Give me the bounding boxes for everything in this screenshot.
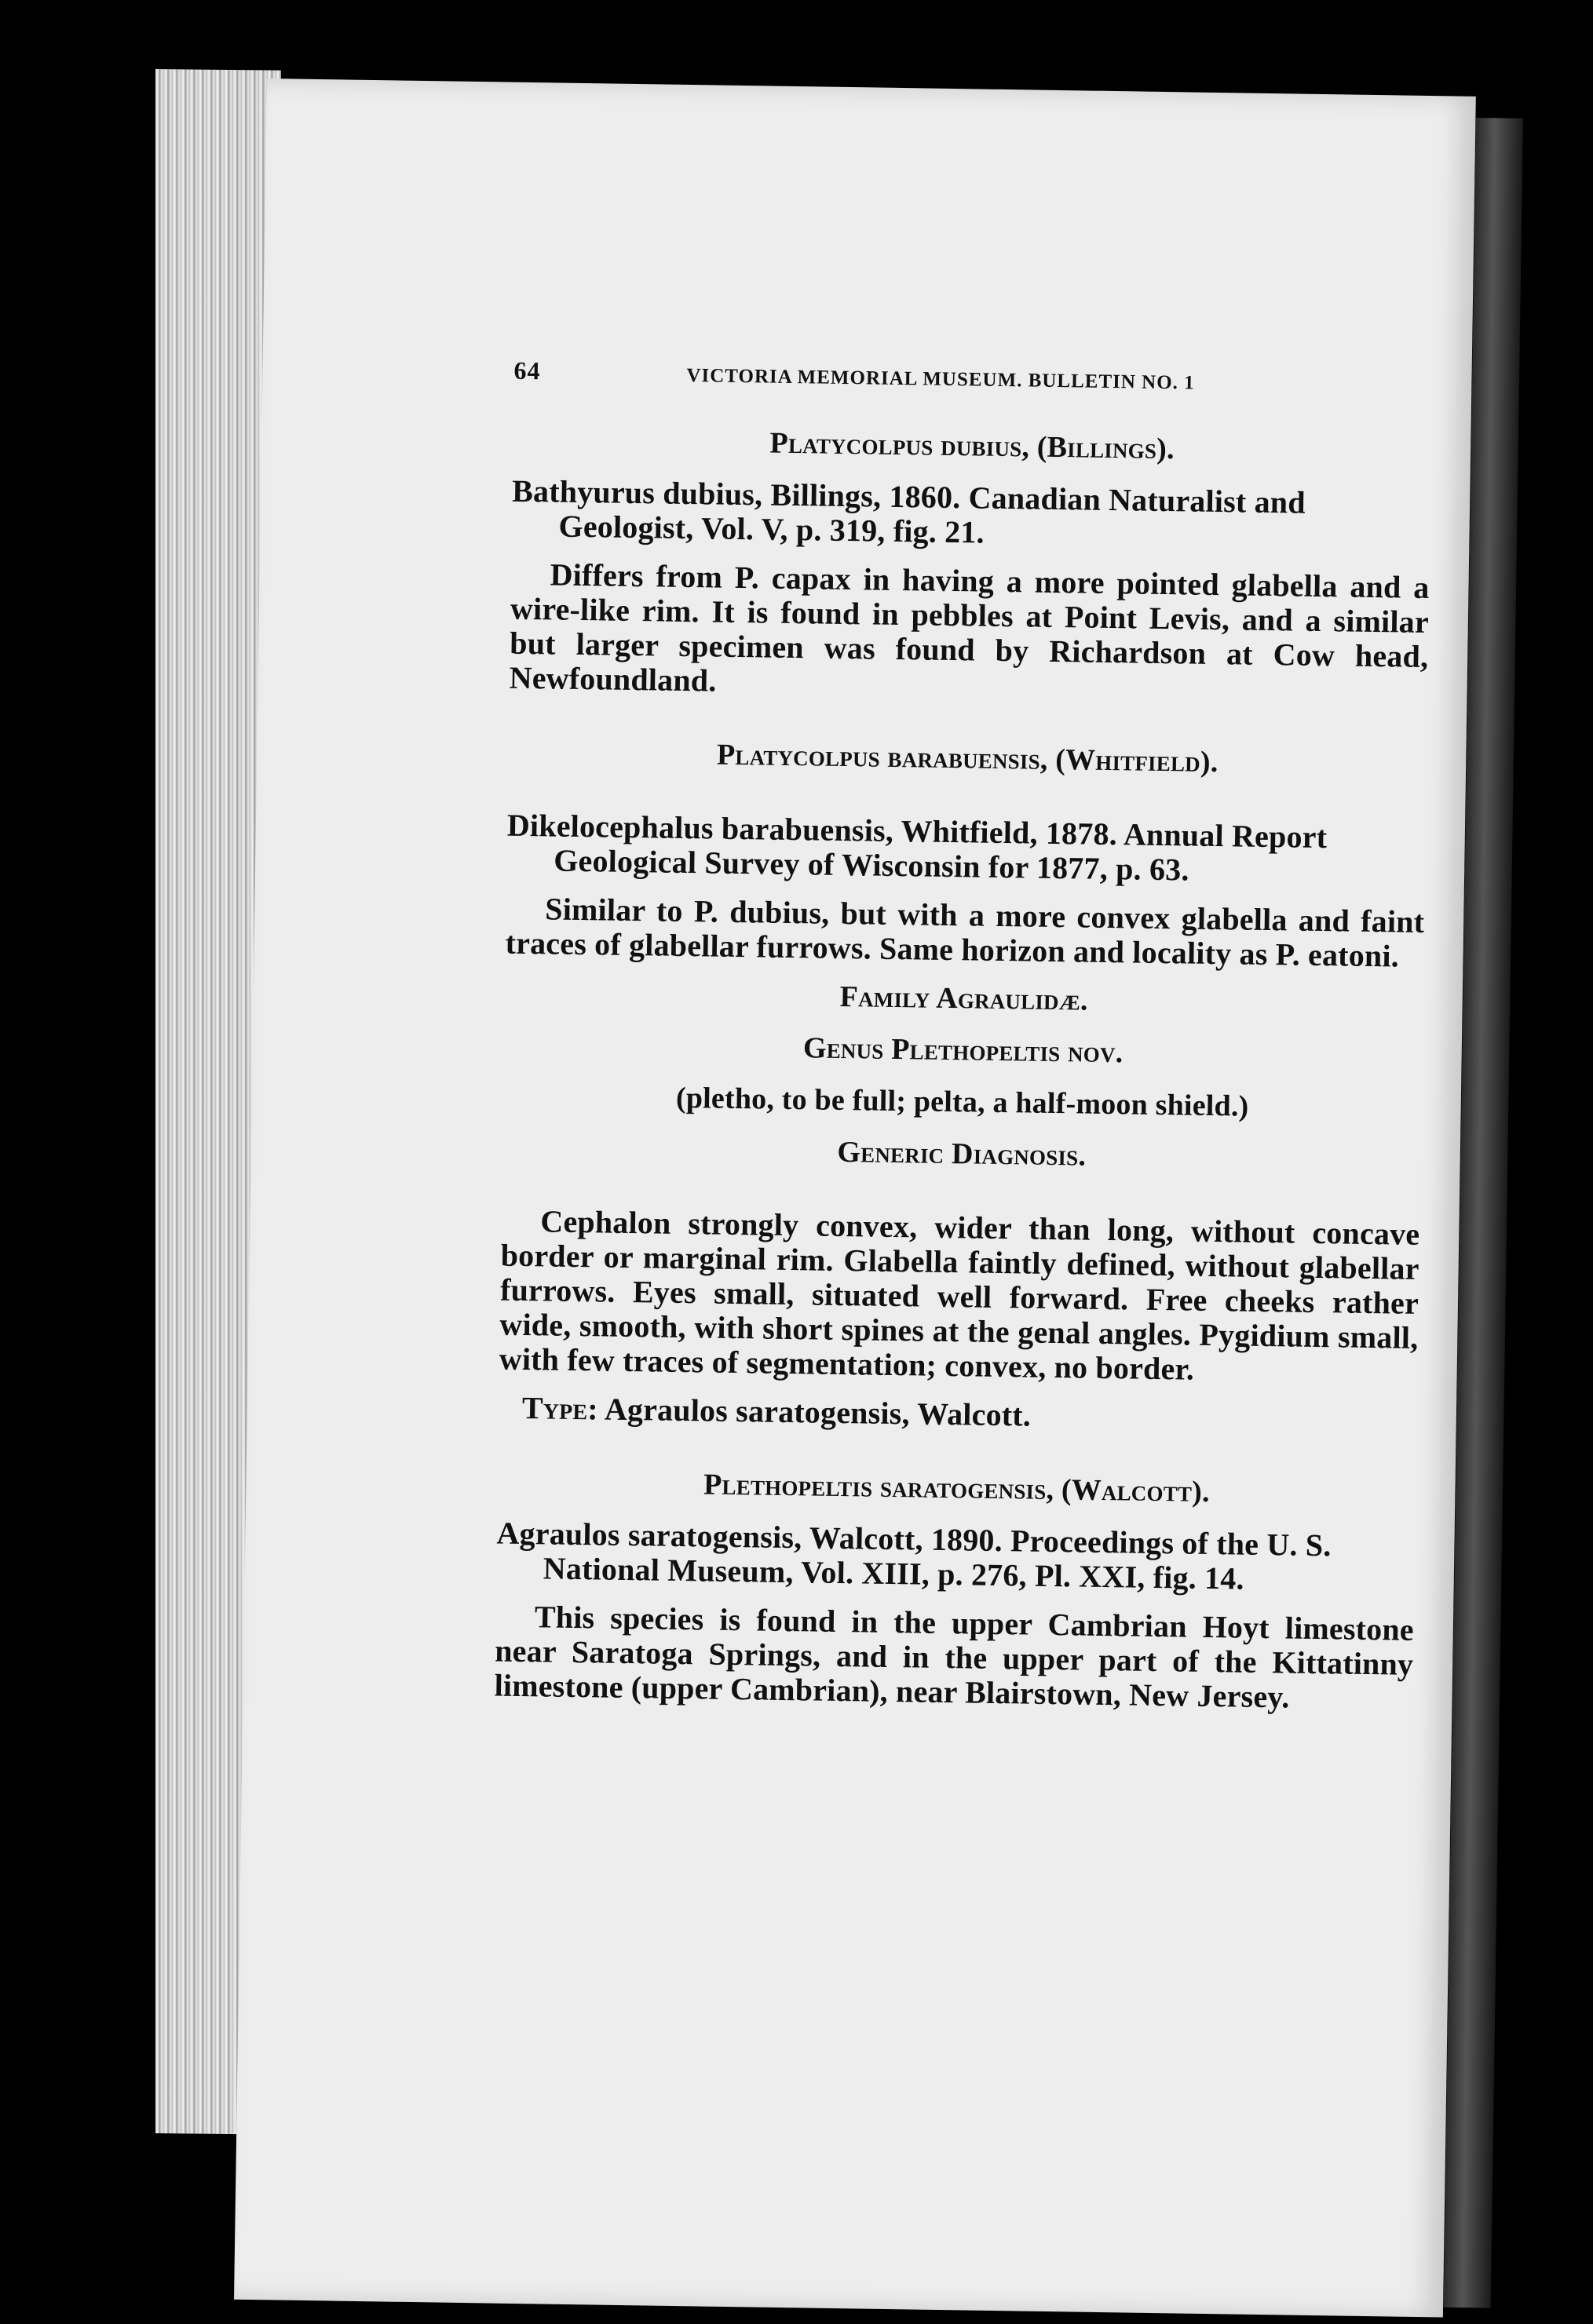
section1-citation: Bathyurus dubius, Billings, 1860. Canadian Naturalist and Geologist, Vol. V, p. 319, fig. 21. [511,472,1306,550]
generic-diagnosis: Cephalon strongly convex, wider than long, without concave border or marginal rim. Glabella faintly defined, without glabellar furrows. Eyes small, situated well forward. Free cheeks rather wide, smooth, with short spines at the genal angles. Pygidium small, with few traces of segmentation; convex, no border. [499,1203,1420,1387]
section1-body: Differs from P. capax in having a more pointed glabella and a wire-like rim. It is found in pebbles at Point Levis, and a similar but larger specimen was found by Richardson at Cow head, Newfoundland. [509,556,1430,699]
type-label: Type: [521,1390,599,1427]
genus-heading: Genus Plethopeltis nov. [802,1031,1124,1070]
section2-title: Platycolpus barabuensis, (Whitfield). [716,738,1218,779]
family-heading: Family Agraulidæ. [839,980,1089,1017]
section3-body: This species is found in the upper Cambrian Hoyt limestone near Saratoga Springs, and in the upper part of the Kittatinny limestone (upper Cambrian), near Blairstown, New Jersey. [494,1599,1415,1715]
running-header [513,353,1433,404]
section3-title: Plethopeltis saratogensis, (Walcott). [703,1468,1211,1509]
etymology: (pletho, to be full; pelta, a half-moon shield.) [675,1081,1249,1123]
section2-body: Similar to P. dubius, but with a more convex glabella and faint traces of glabellar furrows. Same horizon and locality as P. eatoni. [505,891,1425,974]
book-page [234,78,1476,2318]
section3-citation: Agraulos saratogensis, Walcott, 1890. Proceedings of the U. S. National Museum, Vol. XIII, p. 276, Pl. XXI, fig. 14. [496,1515,1332,1596]
page-number: 64 [513,356,541,385]
type-value: Agraulos saratogensis, Walcott. [604,1391,1032,1433]
diagnosis-heading: Generic Diagnosis. [837,1135,1087,1173]
running-title: VICTORIA MEMORIAL MUSEUM. BULLETIN NO. 1 [686,364,1195,394]
section2-citation: Dikelocephalus barabuensis, Whitfield, 1878. Annual Report Geological Survey of Wisconsin for 1877, p. 63. [506,807,1328,888]
section1-title: Platycolpus dubius, (Billings). [769,426,1175,466]
page-text [494,353,1433,1731]
type-line [499,1391,1418,1439]
